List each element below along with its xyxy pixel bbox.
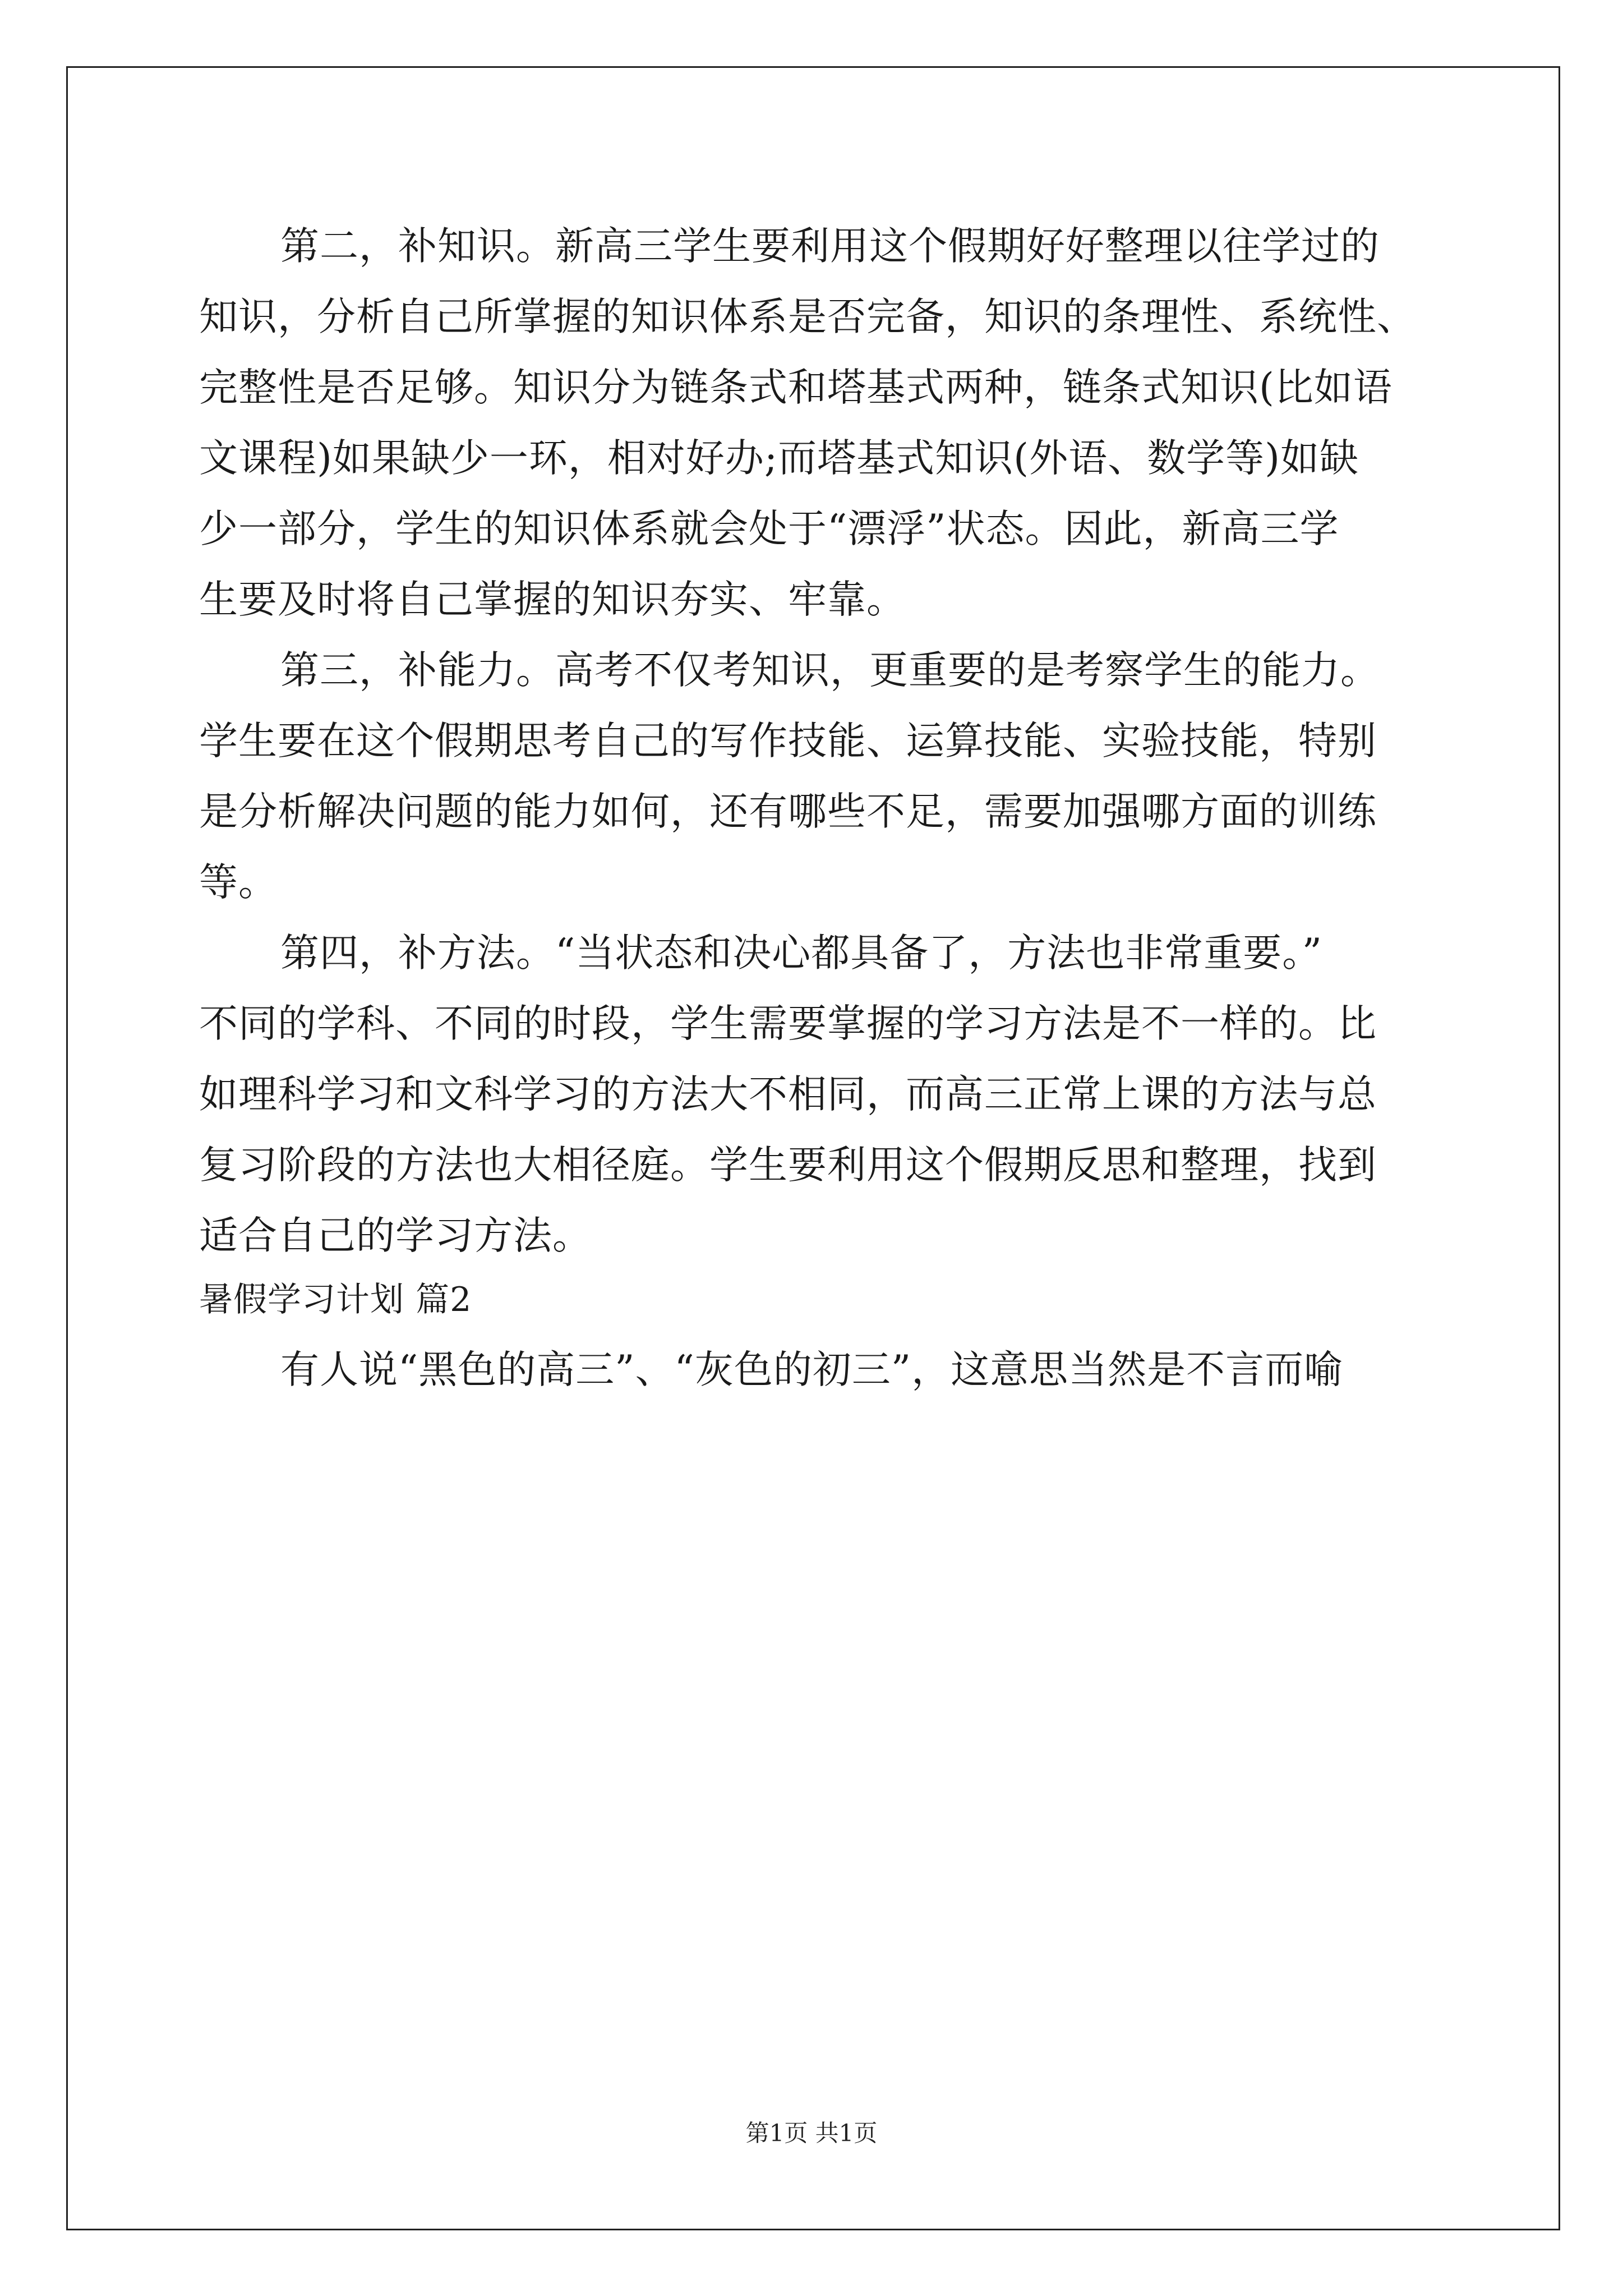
- paragraph-line: 学生要在这个假期思考自己的写作技能、运算技能、实验技能，特别: [199, 719, 1377, 763]
- page-footer: 第1页 共1页: [745, 2119, 878, 2147]
- paragraph-line: 复习阶段的方法也大相径庭。学生要利用这个假期反思和整理，找到: [199, 1143, 1377, 1188]
- paragraph-line: 知识，分析自己所掌握的知识体系是否完备，知识的条理性、系统性、: [199, 295, 1416, 339]
- paragraph-line: 少一部分，学生的知识体系就会处于“漂浮”状态。因此，新高三学: [199, 507, 1339, 551]
- paragraph-line: 第四，补方法。“当状态和决心都具备了，方法也非常重要。”: [280, 931, 1323, 976]
- paragraph-line: 完整性是否足够。知识分为链条式和塔基式两种，链条式知识(比如语: [199, 365, 1393, 410]
- paragraph-line: 如理科学习和文科学习的方法大不相同，而高三正常上课的方法与总: [199, 1072, 1377, 1117]
- paragraph-line: 等。: [199, 860, 278, 905]
- paragraph-line: 适合自己的学习方法。: [199, 1213, 592, 1258]
- paragraph-line: 第三，补能力。高考不仅考知识，更重要的是考察学生的能力。: [280, 648, 1380, 693]
- section-heading: 暑假学习计划 篇2: [199, 1280, 472, 1319]
- paragraph-line: 不同的学科、不同的时段，学生需要掌握的学习方法是不一样的。比: [199, 1001, 1377, 1046]
- paragraph-line: 生要及时将自己掌握的知识夯实、牢靠。: [199, 577, 906, 622]
- paragraph-line: 有人说“黑色的高三”、“灰色的初三”，这意思当然是不言而喻: [280, 1347, 1344, 1392]
- paragraph-line: 是分析解决问题的能力如何，还有哪些不足，需要加强哪方面的训练: [199, 789, 1377, 834]
- paragraph-line: 文课程)如果缺少一环，相对好办;而塔基式知识(外语、数学等)如缺: [199, 436, 1359, 481]
- paragraph-line: 第二，补知识。新高三学生要利用这个假期好好整理以往学过的: [280, 224, 1380, 269]
